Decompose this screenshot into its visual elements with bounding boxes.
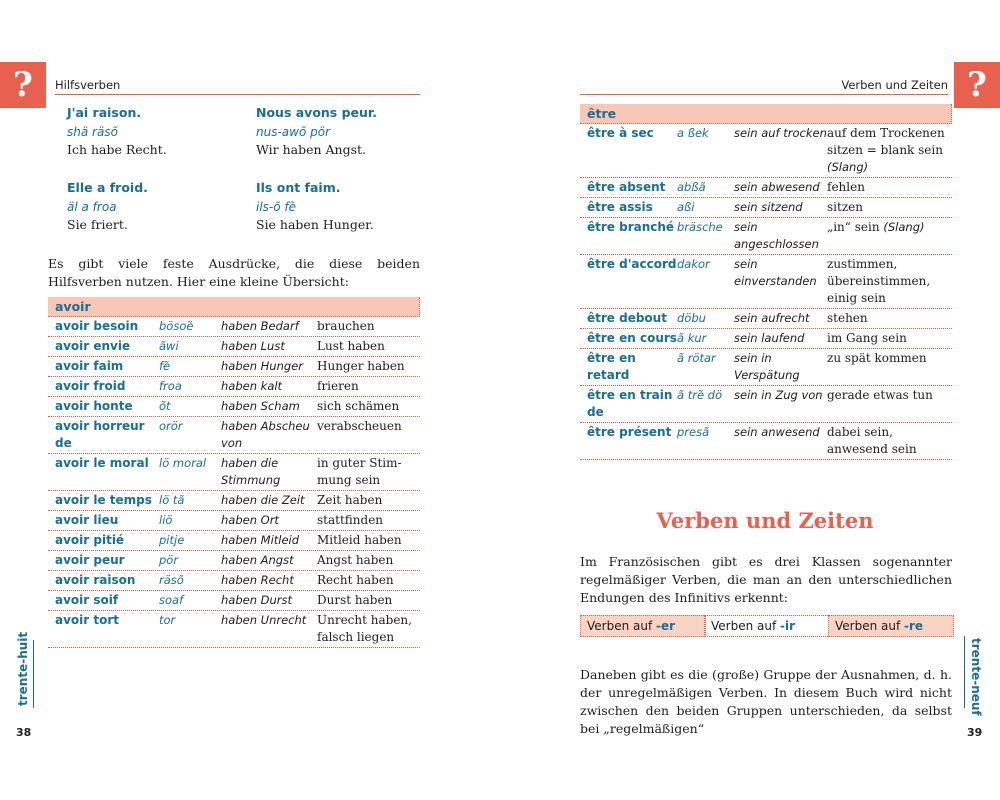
phrase-french: J'ai raison. <box>67 105 142 120</box>
table-row <box>580 309 952 329</box>
entry-pronunciation-text: a ßek <box>677 126 709 140</box>
entry-german-text: Lust haben <box>317 339 385 353</box>
entry-french <box>48 338 159 355</box>
entry-french-text: être en cours <box>587 331 677 345</box>
entry-pronunciation-text: räsõ <box>159 573 184 587</box>
entry-german <box>317 455 417 489</box>
entry-french <box>580 219 677 253</box>
table-header: être <box>580 104 952 124</box>
entry-pronunciation-text: presã <box>677 425 710 439</box>
entry-literal <box>221 455 317 489</box>
entry-french-text: être assis <box>587 200 653 214</box>
entry-french <box>48 572 159 589</box>
entry-literal-text: sein laufend <box>734 331 805 345</box>
entry-german <box>317 418 417 452</box>
entry-german-text: fehlen <box>827 180 865 194</box>
entry-literal-text: haben Angst <box>221 553 294 567</box>
ending-label: Verben auf <box>711 619 777 633</box>
entry-french <box>580 330 677 347</box>
table-row <box>580 349 952 386</box>
entry-french-text: avoir le moral <box>55 456 149 470</box>
phrase-german: Wir haben Angst. <box>256 142 366 157</box>
entry-pronunciation-text: ã rötar <box>677 351 716 365</box>
entry-french-text: avoir le temps <box>55 493 152 507</box>
entry-german <box>317 612 417 646</box>
table-row <box>48 454 420 491</box>
table-row <box>48 591 420 611</box>
entry-pronunciation-text: pör <box>159 553 179 567</box>
entry-pronunciation <box>159 512 221 529</box>
running-head-right: Verben und Zeiten <box>580 78 948 95</box>
entry-pronunciation-text: abßã <box>677 180 706 194</box>
phrase-pronunciation: äl a froa <box>67 199 117 214</box>
entry-german <box>317 592 417 609</box>
entry-literal <box>221 358 317 375</box>
entry-literal-text: haben Bedarf <box>221 319 299 333</box>
entry-pronunciation-text: bräsche <box>677 220 723 234</box>
entry-pronunciation <box>159 418 221 452</box>
table-row <box>580 386 952 423</box>
table-row <box>580 124 952 178</box>
entry-german <box>827 256 952 307</box>
entry-pronunciation <box>677 310 734 327</box>
entry-pronunciation <box>159 592 221 609</box>
entry-german <box>827 387 952 421</box>
entry-pronunciation <box>677 219 734 253</box>
entry-pronunciation-text: froa <box>159 379 182 393</box>
phrase-pronunciation: shä räsõ <box>67 124 118 139</box>
entry-german-text: frieren <box>317 379 359 393</box>
page-number-left: 38 <box>16 726 32 739</box>
entry-german-text: stehen <box>827 311 868 325</box>
entry-literal <box>734 424 827 458</box>
entry-german-text: in guter Stim-mung sein <box>317 456 402 487</box>
entry-literal <box>221 398 317 415</box>
entry-german <box>317 572 417 589</box>
entry-literal-text: haben Recht <box>221 573 294 587</box>
table-row <box>48 511 420 531</box>
entry-literal <box>734 310 827 327</box>
entry-german-text: Hunger haben <box>317 359 405 373</box>
entry-pronunciation-text: tor <box>159 613 176 627</box>
table-row <box>48 491 420 511</box>
entry-literal-text: sein sitzend <box>734 200 803 214</box>
entry-literal <box>221 552 317 569</box>
table-row <box>48 317 420 337</box>
table-row <box>48 611 420 648</box>
entry-pronunciation <box>159 612 221 646</box>
ending-ir <box>704 615 830 637</box>
entry-french <box>48 378 159 395</box>
entry-french-text: avoir besoin <box>55 319 139 333</box>
ending-suffix: -ir <box>780 619 796 633</box>
phrase-pronunciation: ils-õ fẽ <box>256 199 297 214</box>
entry-german-text: „in“ sein <box>827 220 880 234</box>
entry-literal <box>221 418 317 452</box>
entry-pronunciation-text: fẽ <box>159 359 171 373</box>
entry-german <box>827 219 952 253</box>
entry-literal-text: sein aufrecht <box>734 311 810 325</box>
entry-french-text: être absent <box>587 180 666 194</box>
entry-literal-text: haben Lust <box>221 339 285 353</box>
entry-german <box>317 532 417 549</box>
entry-literal-text: haben Scham <box>221 399 300 413</box>
entry-french <box>580 179 677 196</box>
entry-literal-text: haben die Zeit <box>221 493 305 507</box>
entry-french-text: avoir pitié <box>55 533 125 547</box>
entry-french <box>48 552 159 569</box>
entry-literal-text: sein einverstanden <box>734 257 817 288</box>
entry-pronunciation <box>677 179 734 196</box>
entry-literal <box>221 338 317 355</box>
entry-french <box>48 612 159 646</box>
entry-german-text: sitzen <box>827 200 863 214</box>
entry-french <box>48 418 159 452</box>
ending-suffix: -er <box>656 619 676 633</box>
entry-pronunciation <box>159 378 221 395</box>
entry-german <box>317 492 417 509</box>
entry-german <box>317 338 417 355</box>
entry-pronunciation-text: ã trẽ dö <box>677 388 723 402</box>
table-header: avoir <box>48 297 420 317</box>
entry-german <box>827 179 952 196</box>
entry-literal-text: sein in Verspätung <box>734 351 800 382</box>
entry-pronunciation-text: ã kur <box>677 331 707 345</box>
entry-literal <box>734 256 827 307</box>
entry-french <box>48 318 159 335</box>
entry-german-text: auf dem Trockenen sitzen = blank sein <box>827 126 945 157</box>
entry-french-text: être à sec <box>587 126 654 140</box>
entry-literal-text: sein auf trocken <box>734 126 827 140</box>
table-row <box>48 551 420 571</box>
phrase-pair <box>67 104 247 160</box>
entry-french-text: avoir soif <box>55 593 119 607</box>
entry-literal-text: sein in Zug von <box>734 388 823 402</box>
entry-german-text: zustimmen, übereinstimmen, einig sein <box>827 257 931 305</box>
entry-pronunciation <box>677 387 734 421</box>
entry-literal <box>734 125 827 176</box>
entry-literal <box>734 199 827 216</box>
entry-pronunciation <box>677 199 734 216</box>
entry-german <box>317 552 417 569</box>
side-tab-left <box>14 631 34 708</box>
entry-german <box>827 199 952 216</box>
entry-french-text: avoir raison <box>55 573 136 587</box>
entry-german <box>317 318 417 335</box>
ending-er <box>580 615 706 637</box>
entry-german <box>317 512 417 529</box>
entry-german <box>827 424 952 458</box>
entry-literal <box>734 350 827 384</box>
verb-classes-paragraph: Im Französischen gibt es drei Klassen sogenannter regelmäßiger Verben, die man an den unterschiedlichen Endungen des Infinitivs erkennt: <box>580 554 952 605</box>
entry-french <box>580 310 677 327</box>
entry-literal <box>221 592 317 609</box>
entry-german <box>317 358 417 375</box>
table-row <box>48 417 420 454</box>
entry-literal-text: sein anwesend <box>734 425 820 439</box>
phrase-french: Elle a froid. <box>67 180 148 195</box>
phrase-french: Nous avons peur. <box>256 105 378 120</box>
entry-literal <box>221 512 317 529</box>
side-tab-right <box>964 636 984 716</box>
entry-literal <box>221 378 317 395</box>
entry-german <box>827 330 952 347</box>
entry-pronunciation-text: lö moral <box>159 456 207 470</box>
entry-literal-text: sein abwesend <box>734 180 820 194</box>
entry-pronunciation <box>159 572 221 589</box>
entry-german-text: verabscheuen <box>317 419 402 433</box>
entry-german-text: sich schämen <box>317 399 400 413</box>
entry-french <box>48 532 159 549</box>
entry-pronunciation <box>159 358 221 375</box>
entry-german <box>827 125 952 176</box>
side-tab-label: trente-neuf <box>969 638 983 716</box>
entry-pronunciation <box>677 125 734 176</box>
phrase-pair <box>256 179 436 235</box>
entry-literal-text: sein angeschlossen <box>734 220 819 251</box>
entry-literal <box>221 318 317 335</box>
entry-pronunciation <box>159 398 221 415</box>
phrase-german: Sie friert. <box>67 217 128 232</box>
table-row <box>580 218 952 255</box>
entry-german-text: Durst haben <box>317 593 393 607</box>
entry-pronunciation-text: soaf <box>159 593 184 607</box>
entry-literal-text: haben kalt <box>221 379 283 393</box>
entry-literal <box>221 492 317 509</box>
table-row <box>580 178 952 198</box>
entry-french <box>580 350 677 384</box>
entry-german-text: brauchen <box>317 319 375 333</box>
entry-french-text: être debout <box>587 311 667 325</box>
entry-pronunciation <box>677 424 734 458</box>
table-row <box>48 397 420 417</box>
entry-french <box>48 592 159 609</box>
entry-pronunciation-text: bösoẽ <box>159 319 194 333</box>
entry-pronunciation <box>159 338 221 355</box>
ending-suffix: -re <box>904 619 924 633</box>
phrase-french: Ils ont faim. <box>256 180 341 195</box>
entry-german <box>317 378 417 395</box>
phrase-german: Sie haben Hunger. <box>256 217 374 232</box>
entry-literal <box>221 612 317 646</box>
entry-french <box>48 455 159 489</box>
entry-german-text: zu spät kommen <box>827 351 927 365</box>
entry-literal-text: haben Mitleid <box>221 533 300 547</box>
entry-french <box>580 125 677 176</box>
entry-french-text: avoir envie <box>55 339 131 353</box>
question-badge-icon: ? <box>954 62 1000 108</box>
entry-pronunciation-text: liö <box>159 513 173 527</box>
entry-german-text: im Gang sein <box>827 331 907 345</box>
entry-german <box>827 310 952 327</box>
entry-pronunciation-text: dakor <box>677 257 710 271</box>
entry-french <box>580 199 677 216</box>
entry-pronunciation <box>677 330 734 347</box>
section-title: Verben und Zeiten <box>656 508 874 533</box>
slang-note: (Slang) <box>883 220 925 234</box>
side-tab-label: trente-huit <box>16 631 30 706</box>
entry-literal <box>734 179 827 196</box>
entry-french <box>48 512 159 529</box>
entry-literal-text: haben Unrecht <box>221 613 307 627</box>
entry-french-text: être branché <box>587 220 675 234</box>
phrase-german: Ich habe Recht. <box>67 142 167 157</box>
entry-french-text: avoir horreur de <box>55 419 145 450</box>
entry-french-text: être présent <box>587 425 672 439</box>
table-row <box>580 198 952 218</box>
slang-note: (Slang) <box>827 160 869 174</box>
ending-re <box>828 615 954 637</box>
entry-french-text: être d'accord <box>587 257 677 271</box>
question-badge-icon: ? <box>0 62 46 108</box>
table-row <box>48 377 420 397</box>
entry-german-text: Unrecht haben, falsch liegen <box>317 613 412 644</box>
entry-literal <box>734 330 827 347</box>
entry-pronunciation <box>159 492 221 509</box>
entry-german-text: Mitleid haben <box>317 533 402 547</box>
entry-german-text: Recht haben <box>317 573 394 587</box>
entry-german-text: gerade etwas tun <box>827 388 933 402</box>
entry-french <box>580 387 677 421</box>
phrase-pair <box>67 179 247 235</box>
table-row <box>580 423 952 460</box>
irregular-verbs-paragraph: Daneben gibt es die (große) Gruppe der Ausnahmen, d. h. der unregelmäßigen Verben. In diesem Buch wird nicht zwischen den beiden Gruppen unterschieden, da selbst bei „regelmäßigen“ <box>580 667 952 736</box>
entry-pronunciation <box>677 350 734 384</box>
entry-german-text: stattfinden <box>317 513 384 527</box>
phrase-pair <box>256 104 436 160</box>
entry-french <box>580 256 677 307</box>
entry-literal <box>734 219 827 253</box>
entry-german-text: dabei sein, anwesend sein <box>827 425 917 456</box>
entry-german-text: Angst haben <box>317 553 394 567</box>
table-row <box>48 531 420 551</box>
entry-literal <box>221 572 317 589</box>
entry-literal <box>221 532 317 549</box>
entry-literal-text: haben Durst <box>221 593 293 607</box>
entry-french-text: avoir honte <box>55 399 133 413</box>
entry-literal-text: haben Hunger <box>221 359 303 373</box>
entry-french-text: être en retard <box>587 351 636 382</box>
entry-literal-text: haben Ort <box>221 513 279 527</box>
table-row <box>48 357 420 377</box>
intro-paragraph: Es gibt viele feste Ausdrücke, die diese beiden Hilfsverben nutzen. Hier eine kleine Übersicht: <box>48 256 420 289</box>
entry-pronunciation <box>159 532 221 549</box>
phrase-pronunciation: nus-awõ pör <box>256 124 331 139</box>
entry-french-text: être en train de <box>587 388 673 419</box>
table-row <box>48 337 420 357</box>
entry-pronunciation-text: pitje <box>159 533 185 547</box>
entry-literal <box>734 387 827 421</box>
entry-pronunciation <box>677 256 734 307</box>
entry-german <box>317 398 417 415</box>
ending-label: Verben auf <box>835 619 901 633</box>
entry-french <box>580 424 677 458</box>
entry-french <box>48 398 159 415</box>
entry-pronunciation-text: õt <box>159 399 171 413</box>
page-number-right: 39 <box>967 726 983 739</box>
running-head-left: Hilfsverben <box>55 78 420 95</box>
entry-french <box>48 358 159 375</box>
etre-table <box>580 104 952 460</box>
ending-label: Verben auf <box>587 619 653 633</box>
entry-pronunciation <box>159 552 221 569</box>
entry-pronunciation-text: ãwi <box>159 339 179 353</box>
avoir-table <box>48 297 420 648</box>
table-row <box>580 329 952 349</box>
entry-pronunciation-text: orör <box>159 419 183 433</box>
entry-french-text: avoir peur <box>55 553 125 567</box>
entry-french-text: avoir lieu <box>55 513 119 527</box>
table-row <box>48 571 420 591</box>
entry-literal-text: haben Abscheu von <box>221 419 310 450</box>
entry-pronunciation <box>159 455 221 489</box>
entry-pronunciation <box>159 318 221 335</box>
entry-french-text: avoir froid <box>55 379 126 393</box>
entry-french-text: avoir tort <box>55 613 120 627</box>
entry-french-text: avoir faim <box>55 359 124 373</box>
entry-pronunciation-text: aßi <box>677 200 695 214</box>
verb-endings-box <box>580 615 952 637</box>
entry-french <box>48 492 159 509</box>
entry-pronunciation-text: döbu <box>677 311 706 325</box>
entry-german <box>827 350 952 384</box>
entry-german-text: Zeit haben <box>317 493 383 507</box>
entry-literal-text: haben die Stimmung <box>221 456 281 487</box>
entry-pronunciation-text: lö tã <box>159 493 185 507</box>
table-row <box>580 255 952 309</box>
